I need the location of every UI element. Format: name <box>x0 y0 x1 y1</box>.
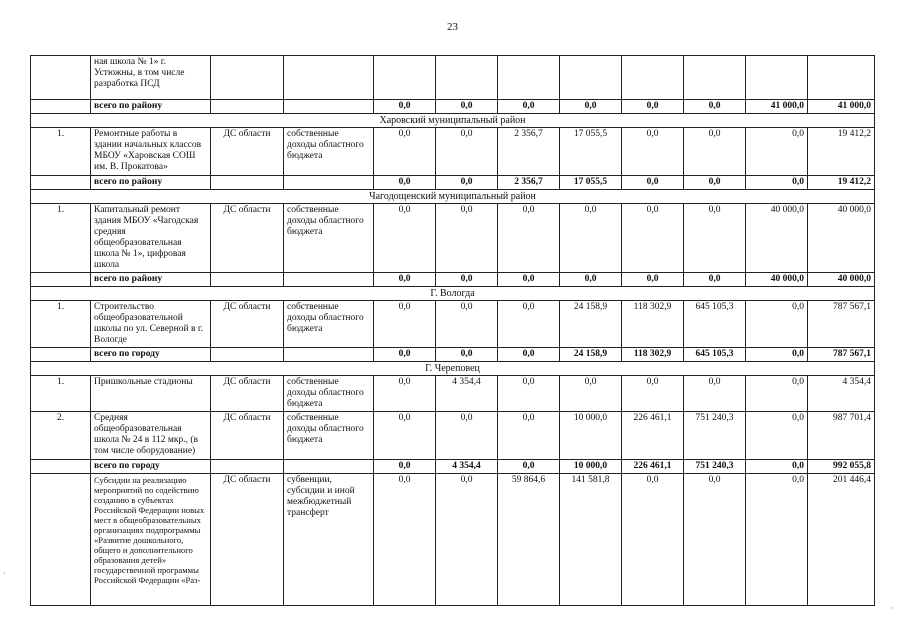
total-value: 40 000,0 <box>808 273 875 287</box>
subsidy-row <box>31 474 875 606</box>
total-value: 0,0 <box>498 460 560 474</box>
cell-name: ная школа № 1» г. Устюжны, в том числе разработка ПСД <box>91 56 211 100</box>
cell-value: 0,0 <box>622 128 684 176</box>
empty-cell <box>284 176 374 190</box>
table-row <box>31 128 875 176</box>
cell-value: 40 000,0 <box>746 204 808 273</box>
cell-value: 4 354,4 <box>808 376 875 412</box>
cell-customer: ДС области <box>211 301 284 348</box>
empty-cell <box>31 176 91 190</box>
cell-value: 226 461,1 <box>622 412 684 460</box>
cell-value: 59 864,6 <box>498 474 560 606</box>
cell-value: 0,0 <box>622 204 684 273</box>
section-header <box>31 287 875 301</box>
total-value: 4 354,4 <box>436 460 498 474</box>
cell-value: 2 356,7 <box>498 128 560 176</box>
total-value: 41 000,0 <box>808 100 875 114</box>
empty-cell <box>211 100 284 114</box>
empty-cell <box>211 348 284 362</box>
total-value: 0,0 <box>746 176 808 190</box>
cell-value: 19 412,2 <box>808 128 875 176</box>
cell-name: Средняя общеобразовательная школа № 24 в 112 мкр., (в том числе оборудование) <box>91 412 211 460</box>
cell-customer: ДС области <box>211 412 284 460</box>
cell-value: 787 567,1 <box>808 301 875 348</box>
cell-value: 0,0 <box>374 204 436 273</box>
empty-cell <box>211 460 284 474</box>
total-value: 0,0 <box>498 348 560 362</box>
total-label: всего по району <box>91 176 211 190</box>
total-value: 40 000,0 <box>746 273 808 287</box>
cell-name: Субсидии на реализацию мероприятий по содействию созданию в субъектах Российской Федерации новых мест в общеобразовательных организациях подпрограммы «Развитие дошкольного, общего и дополнительного образования детей» государственной программы Российской Федерации «Раз- <box>91 474 211 606</box>
cell-value: 645 105,3 <box>684 301 746 348</box>
table-row <box>31 204 875 273</box>
total-value: 0,0 <box>746 348 808 362</box>
cell-value: 0,0 <box>684 376 746 412</box>
margin-mark: · <box>890 603 893 613</box>
total-value: 0,0 <box>436 348 498 362</box>
empty-cell <box>31 273 91 287</box>
section-header <box>31 190 875 204</box>
empty-cell <box>284 348 374 362</box>
total-value: 751 240,3 <box>684 460 746 474</box>
total-label: всего по району <box>91 273 211 287</box>
cell-customer: ДС области <box>211 204 284 273</box>
total-value: 0,0 <box>684 273 746 287</box>
total-value: 0,0 <box>374 273 436 287</box>
total-value: 0,0 <box>560 100 622 114</box>
cell-name: Капитальный ремонт здания МБОУ «Чагодская средняя общеобразовательная школа № 1», цифровая школа <box>91 204 211 273</box>
section-header <box>31 114 875 128</box>
total-value: 24 158,9 <box>560 348 622 362</box>
cell-value: 0,0 <box>684 204 746 273</box>
cell-value: 0,0 <box>374 301 436 348</box>
section-title: Харовский муниципальный район <box>31 114 875 128</box>
total-label: всего по городу <box>91 460 211 474</box>
cell-value: 0,0 <box>560 376 622 412</box>
cell-value: 0,0 <box>498 301 560 348</box>
total-value: 19 412,2 <box>808 176 875 190</box>
total-value: 0,0 <box>374 460 436 474</box>
total-value: 0,0 <box>560 273 622 287</box>
cell-value: 10 000,0 <box>560 412 622 460</box>
table-row <box>31 301 875 348</box>
cell-value: 141 581,8 <box>560 474 622 606</box>
cell-value: 0,0 <box>746 376 808 412</box>
cell-value: 0,0 <box>746 128 808 176</box>
row-index: 1. <box>31 128 91 176</box>
cell-source: собственные доходы областного бюджета <box>284 128 374 176</box>
total-value: 0,0 <box>374 348 436 362</box>
empty-cell <box>31 474 91 606</box>
cell-customer: ДС области <box>211 128 284 176</box>
empty-cell <box>31 348 91 362</box>
margin-mark: · <box>3 568 6 578</box>
cell-value: 0,0 <box>436 474 498 606</box>
cell-value: 118 302,9 <box>622 301 684 348</box>
total-row <box>31 100 875 114</box>
total-row <box>31 176 875 190</box>
total-value: 0,0 <box>684 176 746 190</box>
cell-name: Пришкольные стадионы <box>91 376 211 412</box>
total-value: 0,0 <box>622 100 684 114</box>
cell-value: 0,0 <box>436 128 498 176</box>
section-header <box>31 362 875 376</box>
cell-value: 0,0 <box>498 204 560 273</box>
cell-value: 17 055,5 <box>560 128 622 176</box>
empty-cell <box>31 100 91 114</box>
table-row <box>31 56 875 100</box>
total-row <box>31 273 875 287</box>
cell-value: 987 701,4 <box>808 412 875 460</box>
total-value: 0,0 <box>622 176 684 190</box>
total-value: 118 302,9 <box>622 348 684 362</box>
total-value: 0,0 <box>622 273 684 287</box>
cell-value: 0,0 <box>374 128 436 176</box>
total-value: 0,0 <box>498 273 560 287</box>
total-value: 0,0 <box>684 100 746 114</box>
total-value: 0,0 <box>498 100 560 114</box>
cell-value: 24 158,9 <box>560 301 622 348</box>
table-body <box>31 56 875 606</box>
cell-customer: ДС области <box>211 474 284 606</box>
cell-value: 751 240,3 <box>684 412 746 460</box>
cell-value: 0,0 <box>436 301 498 348</box>
cell-source: собственные доходы областного бюджета <box>284 204 374 273</box>
total-value: 226 461,1 <box>622 460 684 474</box>
total-value: 645 105,3 <box>684 348 746 362</box>
total-label: всего по району <box>91 100 211 114</box>
cell-value: 0,0 <box>436 204 498 273</box>
cell-value: 0,0 <box>374 412 436 460</box>
cell-customer: ДС области <box>211 376 284 412</box>
table-row <box>31 412 875 460</box>
table-row <box>31 376 875 412</box>
cell-value: 0,0 <box>684 128 746 176</box>
total-value: 992 055,8 <box>808 460 875 474</box>
budget-table <box>30 55 875 606</box>
cell-source: собственные доходы областного бюджета <box>284 412 374 460</box>
cell-value: 0,0 <box>436 412 498 460</box>
row-index: 2. <box>31 412 91 460</box>
cell-value: 0,0 <box>684 474 746 606</box>
total-row <box>31 460 875 474</box>
total-label: всего по городу <box>91 348 211 362</box>
total-value: 0,0 <box>374 100 436 114</box>
cell-source: собственные доходы областного бюджета <box>284 301 374 348</box>
empty-cell <box>284 460 374 474</box>
empty-cell <box>31 460 91 474</box>
total-value: 0,0 <box>436 100 498 114</box>
total-value: 10 000,0 <box>560 460 622 474</box>
section-title: Чагодощенский муниципальный район <box>31 190 875 204</box>
total-value: 787 567,1 <box>808 348 875 362</box>
cell-value: 0,0 <box>560 204 622 273</box>
total-value: 0,0 <box>374 176 436 190</box>
cell-value: 0,0 <box>746 301 808 348</box>
cell-value: 40 000,0 <box>808 204 875 273</box>
row-index: 1. <box>31 204 91 273</box>
cell-value: 0,0 <box>374 376 436 412</box>
cell-value: 0,0 <box>746 412 808 460</box>
total-value: 17 055,5 <box>560 176 622 190</box>
cell-value: 0,0 <box>374 474 436 606</box>
cell-name: Ремонтные работы в здании начальных классов МБОУ «Харовская СОШ им. В. Прокатова» <box>91 128 211 176</box>
cell-value: 0,0 <box>622 474 684 606</box>
row-index: 1. <box>31 301 91 348</box>
total-value: 0,0 <box>436 176 498 190</box>
cell-value: 0,0 <box>622 376 684 412</box>
row-index: 1. <box>31 376 91 412</box>
empty-cell <box>211 176 284 190</box>
section-title: Г. Вологда <box>31 287 875 301</box>
cell-value: 0,0 <box>498 412 560 460</box>
cell-value: 0,0 <box>746 474 808 606</box>
cell-source: субвенции, субсидии и иной межбюджетный трансферт <box>284 474 374 606</box>
total-value: 2 356,7 <box>498 176 560 190</box>
empty-cell <box>211 273 284 287</box>
cell-value: 4 354,4 <box>436 376 498 412</box>
total-row <box>31 348 875 362</box>
cell-value: 0,0 <box>498 376 560 412</box>
empty-cell <box>284 273 374 287</box>
empty-cell <box>284 100 374 114</box>
total-value: 41 000,0 <box>746 100 808 114</box>
total-value: 0,0 <box>746 460 808 474</box>
section-title: Г. Череповец <box>31 362 875 376</box>
total-value: 0,0 <box>436 273 498 287</box>
cell-name: Строительство общеобразовательной школы по ул. Северной в г. Вологде <box>91 301 211 348</box>
cell-source: собственные доходы областного бюджета <box>284 376 374 412</box>
page-number: 23 <box>447 21 458 33</box>
cell-value: 201 446,4 <box>808 474 875 606</box>
